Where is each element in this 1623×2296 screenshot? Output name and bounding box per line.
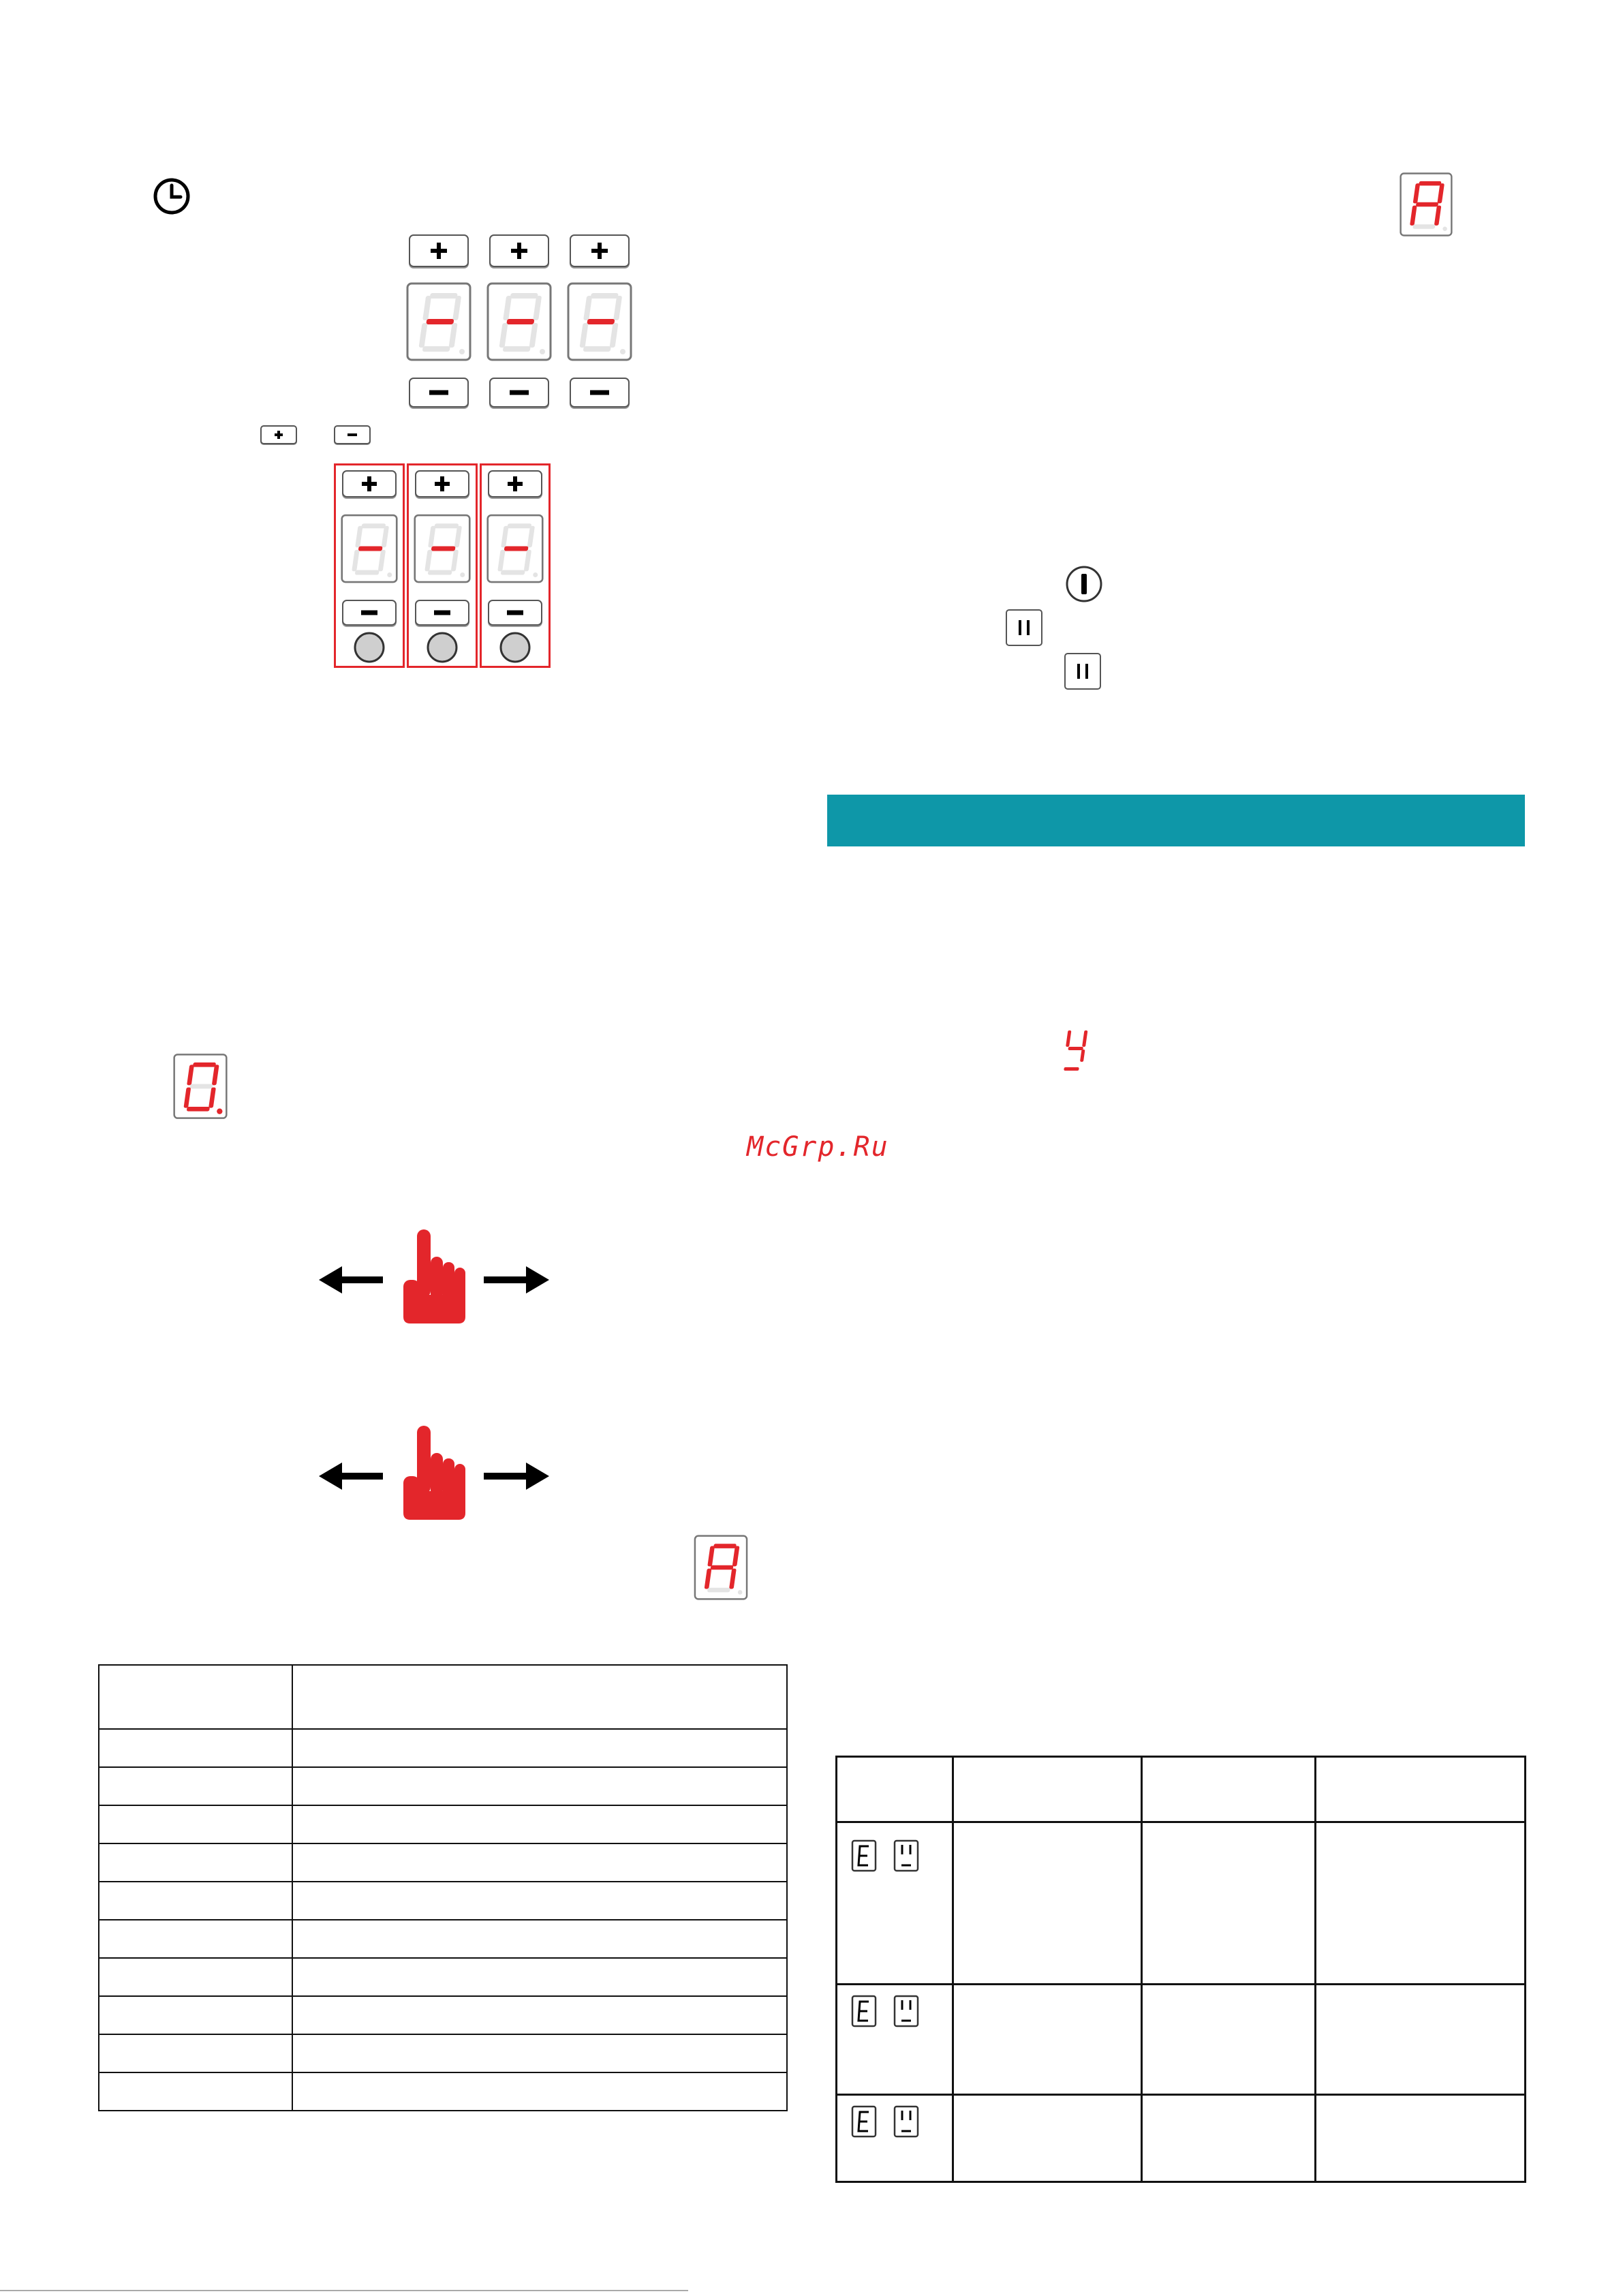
plus-icon <box>491 236 548 266</box>
table-row <box>99 1665 787 1729</box>
touch-hand-icon <box>403 1229 465 1323</box>
table-row <box>837 1985 1526 2095</box>
error-code-display <box>851 2101 926 2142</box>
table-row <box>99 1767 787 1805</box>
table-row <box>99 1805 787 1843</box>
auto-digit-display-left <box>694 1535 748 1600</box>
minus-icon <box>491 379 548 406</box>
zone-plus-key-2[interactable] <box>415 470 469 498</box>
arrow-right-icon <box>484 1463 549 1490</box>
plus-icon <box>262 427 296 443</box>
timer-minus-key-2[interactable] <box>489 378 549 408</box>
minus-icon <box>410 379 467 406</box>
timer-plus-key-2[interactable] <box>489 234 549 267</box>
plus-icon <box>410 236 467 266</box>
pause-key-1[interactable] <box>1006 609 1042 646</box>
clock-icon <box>151 176 192 217</box>
table-row <box>99 1882 787 1920</box>
minus-icon <box>343 601 395 624</box>
watermark: McGrp.Ru <box>747 1131 889 1163</box>
table-row <box>99 2072 787 2111</box>
table-row <box>99 2034 787 2072</box>
plus-icon <box>416 472 468 496</box>
minus-icon <box>416 601 468 624</box>
swipe-gesture-2 <box>315 1423 553 1525</box>
table-row <box>99 1920 787 1958</box>
settings-table <box>98 1664 788 2111</box>
zone-minus-key-3[interactable] <box>488 600 542 626</box>
minus-icon <box>571 379 628 406</box>
zone-minus-key-1[interactable] <box>342 600 397 626</box>
page-bottom-rule <box>0 2290 688 2291</box>
minus-icon <box>335 427 369 443</box>
zone-indicator-light-3 <box>499 631 531 664</box>
arrow-right-icon <box>484 1266 549 1294</box>
error-code-display <box>851 1835 926 1876</box>
error-code-display <box>851 1991 926 2032</box>
table-row <box>837 1757 1526 1822</box>
zone-indicator-light-2 <box>426 631 459 664</box>
pause-key-2[interactable] <box>1064 653 1101 690</box>
inline-minus-key[interactable] <box>334 425 371 444</box>
cook-digit-indicator <box>1057 1028 1092 1074</box>
error-codes-table <box>835 1756 1526 2183</box>
section-heading-bar <box>827 795 1525 846</box>
pause-icon <box>1066 654 1100 688</box>
timer-digit-display-1 <box>406 282 472 361</box>
timer-minus-key-1[interactable] <box>409 378 469 408</box>
plus-icon <box>343 472 395 496</box>
zone-plus-key-1[interactable] <box>342 470 397 498</box>
pause-icon <box>1007 611 1041 645</box>
power-on-icon[interactable] <box>1064 564 1104 604</box>
table-row <box>837 1822 1526 1985</box>
zone-digit-display-3 <box>486 514 544 583</box>
touch-hand-icon <box>403 1426 465 1520</box>
table-row <box>99 1843 787 1882</box>
table-row <box>837 2095 1526 2182</box>
timer-minus-key-3[interactable] <box>570 378 630 408</box>
zone-indicator-light-1 <box>353 631 386 664</box>
table-row <box>99 1996 787 2034</box>
zone-digit-display-1 <box>341 514 398 583</box>
plus-icon <box>571 236 628 266</box>
zone-minus-key-2[interactable] <box>415 600 469 626</box>
zone-digit-display-2 <box>414 514 471 583</box>
arrow-left-icon <box>319 1463 383 1490</box>
inline-plus-key[interactable] <box>260 425 297 444</box>
table-row <box>99 1729 787 1767</box>
timer-plus-key-1[interactable] <box>409 234 469 267</box>
zone-plus-key-3[interactable] <box>488 470 542 498</box>
zero-digit-display <box>173 1052 228 1120</box>
timer-plus-key-3[interactable] <box>570 234 630 267</box>
timer-digit-display-2 <box>486 282 552 361</box>
arrow-left-icon <box>319 1266 383 1294</box>
auto-digit-display-top <box>1400 172 1453 237</box>
minus-icon <box>489 601 541 624</box>
table-row <box>99 1958 787 1996</box>
plus-icon <box>489 472 541 496</box>
swipe-gesture-1 <box>315 1227 553 1329</box>
timer-digit-display-3 <box>567 282 632 361</box>
